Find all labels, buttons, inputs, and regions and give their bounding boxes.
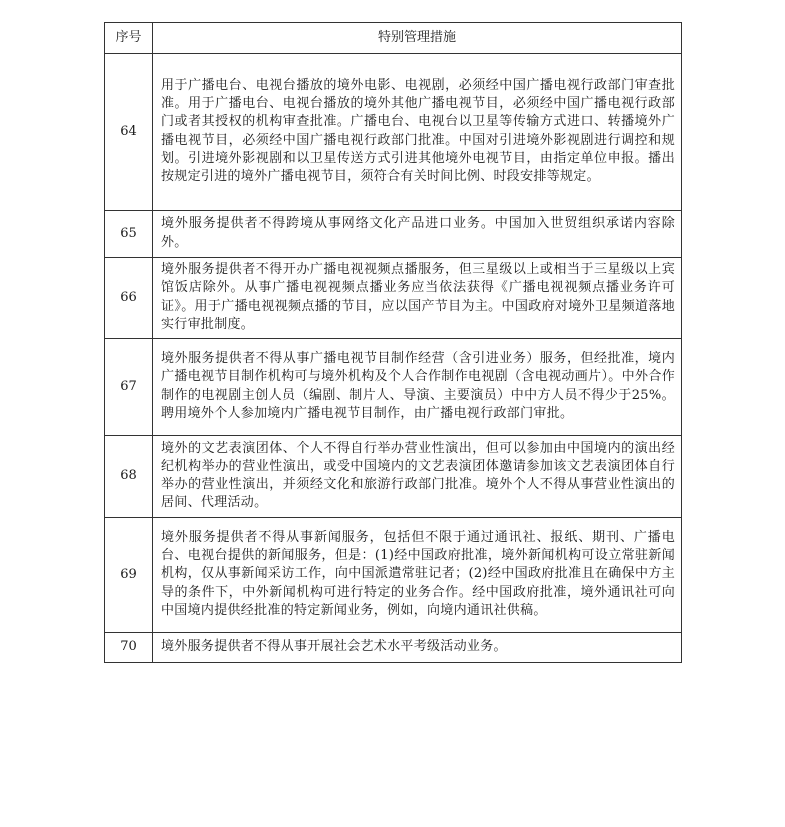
header-special-measures: 特别管理措施 xyxy=(153,23,682,54)
row-measure-text: 境外服务提供者不得跨境从事网络文化产品进口业务。中国加入世贸组织承诺内容除外。 xyxy=(153,211,682,258)
table-header-row xyxy=(105,23,682,54)
row-measure-text: 境外服务提供者不得开办广播电视视频点播服务，但三星级以上或相当于三星级以上宾馆饭店除外。从事广播电视视频点播业务应当依法获得《广播电视视频点播业务许可证》。用于广播电视视频点播的节目，应以国产节目为主。中国政府对境外卫星频道落地实行审批制度。 xyxy=(153,258,682,339)
row-number: 67 xyxy=(105,339,153,436)
table-row xyxy=(105,339,682,436)
row-measure-text: 用于广播电台、电视台播放的境外电影、电视剧，必须经中国广播电视行政部门审查批准。用于广播电台、电视台播放的境外其他广播电视节目，必须经中国广播电视行政部门或者其授权的机构审查批准。广播电台、电视台以卫星等传输方式进口、转播境外广播电视节目，必须经中国广播电视行政部门批准。中国对引进境外影视剧进行调控和规划。引进境外影视剧和以卫星传送方式引进其他境外电视节目，由指定单位申报。播出按规定引进的境外广播电视节目，须符合有关时间比例、时段安排等规定。 xyxy=(153,54,682,211)
row-measure-text: 境外服务提供者不得从事新闻服务，包括但不限于通过通讯社、报纸、期刊、广播电台、电视台提供的新闻服务，但是：(1)经中国政府批准，境外新闻机构可设立常驻新闻机构，仅从事新闻采访工作，向中国派遣常驻记者；(2)经中国政府批准且在确保中方主导的条件下，中外新闻机构可进行特定的业务合作。经中国政府批准，境外通讯社可向中国境内提供经批准的特定新闻业务，例如，向境内通讯社供稿。 xyxy=(153,518,682,633)
table-row xyxy=(105,633,682,663)
special-measures-table xyxy=(104,22,682,663)
row-number: 69 xyxy=(105,518,153,633)
header-serial-number: 序号 xyxy=(105,23,153,54)
row-measure-text: 境外服务提供者不得从事开展社会艺术水平考级活动业务。 xyxy=(153,633,682,663)
row-number: 66 xyxy=(105,258,153,339)
row-number: 65 xyxy=(105,211,153,258)
table-row xyxy=(105,211,682,258)
table-row xyxy=(105,436,682,518)
row-number: 64 xyxy=(105,54,153,211)
row-number: 70 xyxy=(105,633,153,663)
table-row xyxy=(105,518,682,633)
table-row xyxy=(105,258,682,339)
row-measure-text: 境外的文艺表演团体、个人不得自行举办营业性演出，但可以参加由中国境内的演出经纪机构举办的营业性演出，或受中国境内的文艺表演团体邀请参加该文艺表演团体自行举办的营业性演出，并须经文化和旅游行政部门批准。境外个人不得从事营业性演出的居间、代理活动。 xyxy=(153,436,682,518)
row-measure-text: 境外服务提供者不得从事广播电视节目制作经营（含引进业务）服务，但经批准，境内广播电视节目制作机构可与境外机构及个人合作制作电视剧（含电视动画片）。中外合作制作的电视剧主创人员（编剧、制片人、导演、主要演员）中中方人员不得少于25%。聘用境外个人参加境内广播电视节目制作，由广播电视行政部门审批。 xyxy=(153,339,682,436)
table-row xyxy=(105,54,682,211)
row-number: 68 xyxy=(105,436,153,518)
